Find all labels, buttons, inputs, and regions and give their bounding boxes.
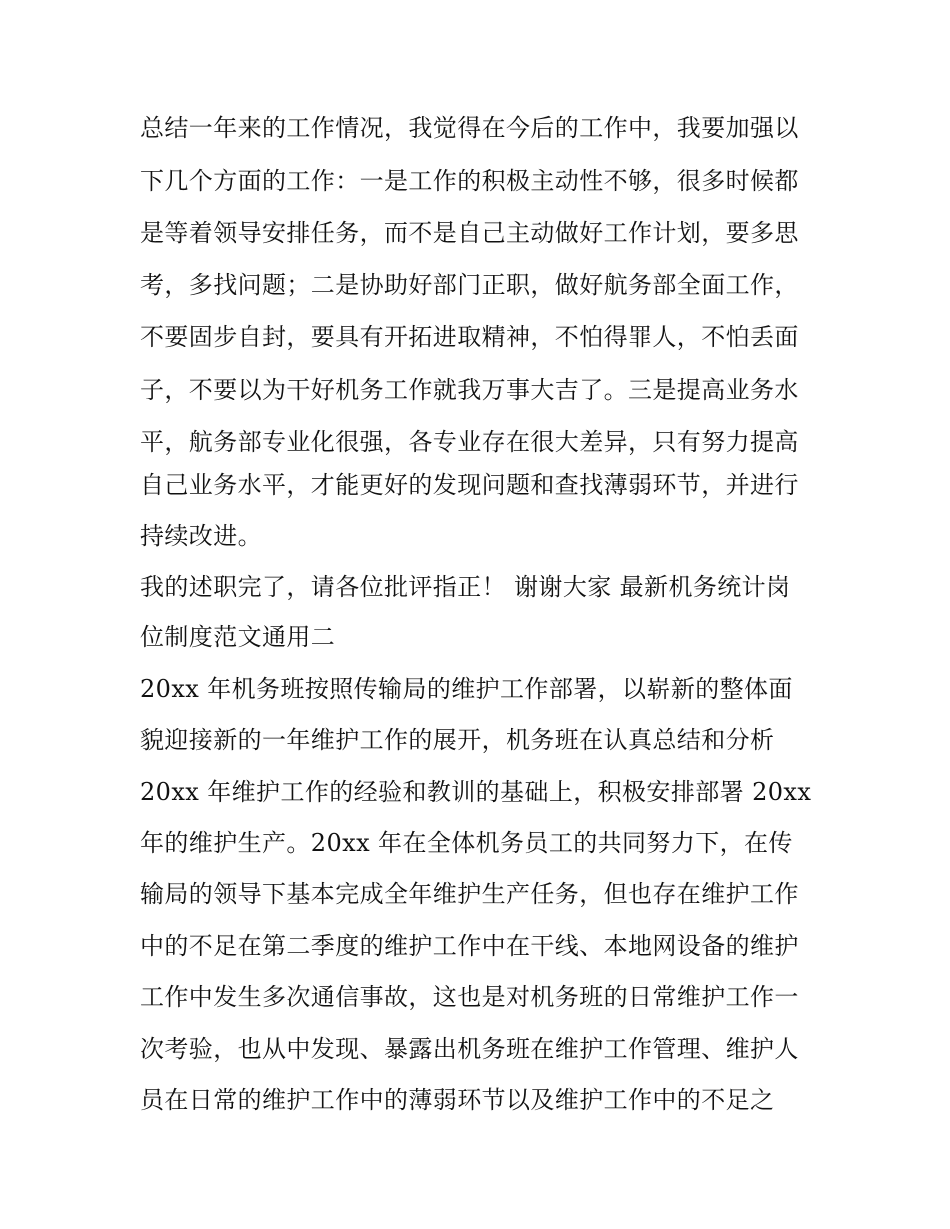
text-line-2: 下几个方面的工作：一是工作的积极主动性不够，很多时候都 — [140, 167, 799, 195]
text-line-5: 不要固步自封，要具有开拓进取精神，不怕得罪人，不怕丢面 — [140, 323, 799, 351]
text-line-6: 子，不要以为干好机务工作就我万事大吉了。三是提高业务水 — [140, 376, 799, 404]
text-line-19: 次考验，也从中发现、暴露出机务班在维护工作管理、维护人 — [140, 1035, 799, 1063]
text-line-1: 总结一年来的工作情况，我觉得在今后的工作中，我要加强以 — [140, 114, 799, 142]
text-line-17: 中的不足在第二季度的维护工作中在干线、本地网设备的维护 — [140, 932, 799, 960]
text-line-3: 是等着领导安排任务，而不是自己主动做好工作计划，要多思 — [140, 219, 799, 247]
text-line-7: 平，航务部专业化很强，各专业存在很大差异，只有努力提高 — [140, 428, 799, 456]
text-line-14: 20xx 年维护工作的经验和教训的基础上，积极安排部署 20xx — [140, 778, 812, 806]
text-line-18: 工作中发生多次通信事故，这也是对机务班的日常维护工作一 — [140, 983, 799, 1011]
text-line-9: 持续改进。 — [140, 522, 262, 550]
text-line-15: 年的维护生产。20xx 年在全体机务员工的共同努力下，在传 — [140, 829, 793, 857]
text-line-11: 位制度范文通用二 — [140, 623, 336, 651]
text-line-10: 我的述职完了，请各位批评指正！ 谢谢大家 最新机务统计岗 — [140, 573, 791, 601]
text-line-13: 貌迎接新的一年维护工作的展开，机务班在认真总结和分析 — [140, 726, 775, 754]
text-line-4: 考，多找问题；二是协助好部门正职，做好航务部全面工作， — [140, 271, 799, 299]
text-line-12: 20xx 年机务班按照传输局的维护工作部署，以崭新的整体面 — [140, 675, 793, 703]
text-line-20: 员在日常的维护工作中的薄弱环节以及维护工作中的不足之 — [140, 1086, 775, 1114]
text-line-8: 自己业务水平，才能更好的发现问题和查找薄弱环节，并进行 — [140, 471, 799, 499]
text-line-16: 输局的领导下基本完成全年维护生产任务，但也存在维护工作 — [140, 880, 799, 908]
